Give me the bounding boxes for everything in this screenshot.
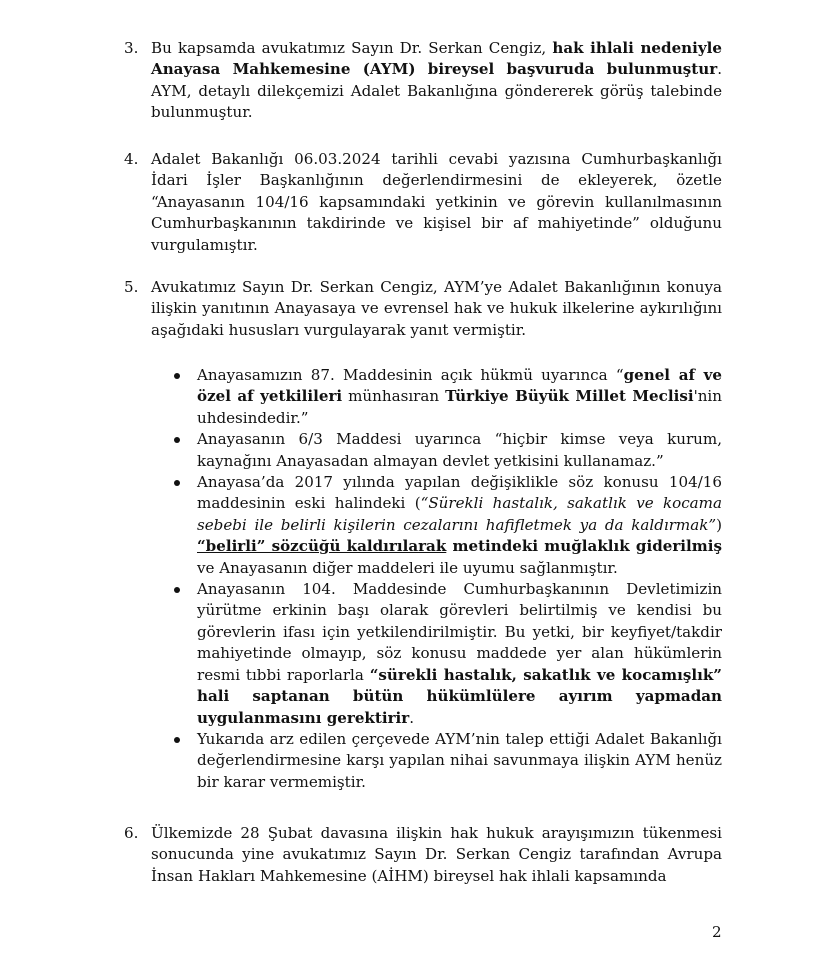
page-number: 2	[712, 923, 722, 941]
bullet-list	[170, 365, 722, 793]
paragraph-number: 5.	[124, 278, 139, 296]
list-item: Anayasanın 6/3 Maddesi uyarınca “hiçbir kimse veya kurum, kaynağını Anayasadan almayan devlet yetkisini kullanamaz.”	[170, 429, 722, 472]
list-item: Anayasanın 104. Maddesinde Cumhurbaşkanının Devletimizin yürütme erkinin başı olarak görevleri belirtilmiş ve kendisi bu görevlerin ifası için yetkilendirilmiştir. Bu yetki, bir keyfiyet/takdir mahiyetinde olmayıp, söz konusu maddede yer alan hükümlerin resmi tıbbi raporlarla “sürekli hastalık, sakatlık ve kocamışlık” hali saptanan bütün hükümlülere ayırım yapmadan uygulanmasını gerektirir.	[170, 579, 722, 729]
paragraph-5	[124, 277, 722, 341]
paragraph-text: Ülkemizde 28 Şubat davasına ilişkin hak hukuk arayışımızın tükenmesi sonucunda yine avukatımız Sayın Dr. Serkan Cengiz tarafından Avrupa İnsan Hakları Mahkemesine (AİHM) bireysel hak ihlali kapsamında	[151, 824, 722, 885]
paragraph-text: Bu kapsamda avukatımız Sayın Dr. Serkan Cengiz, hak ihlali nedeniyle Anayasa Mahkemesine (AYM) bireysel başvuruda bulunmuştur. AYM, detaylı dilekçemizi Adalet Bakanlığına göndererek görüş talebinde bulunmuştur.	[151, 39, 722, 122]
bullet-icon	[174, 480, 180, 486]
paragraph-text: Avukatımız Sayın Dr. Serkan Cengiz, AYM’ye Adalet Bakanlığının konuya ilişkin yanıtının Anayasaya ve evrensel hak ve hukuk ilkelerine aykırılığını aşağıdaki hususları vurgulayarak yanıt vermiştir.	[151, 278, 722, 339]
list-item: Anayasa’da 2017 yılında yapılan değişiklikle söz konusu 104/16 maddesinin eski halindeki (“Sürekli hastalık, sakatlık ve kocama sebebi ile belirli kişilerin cezalarını hafifletmek ya da kaldırmak”) “belirli” sözcüğü kaldırılarak metindeki muğlaklık giderilmiş ve Anayasanın diğer maddeleri ile uyumu sağlanmıştır.	[170, 472, 722, 579]
paragraph-4	[124, 149, 722, 256]
bullet-icon	[174, 437, 180, 443]
paragraph-number: 3.	[124, 39, 139, 57]
bullet-icon	[174, 373, 180, 379]
paragraph-6	[124, 823, 722, 887]
paragraph-3	[124, 38, 722, 124]
bullet-icon	[174, 737, 180, 743]
list-item: Anayasamızın 87. Maddesinin açık hükmü uyarınca “genel af ve özel af yetkilileri münhasıran Türkiye Büyük Millet Meclisi'nin uhdesindedir.”	[170, 365, 722, 429]
bullet-icon	[174, 587, 180, 593]
paragraph-number: 4.	[124, 150, 139, 168]
paragraph-text: Adalet Bakanlığı 06.03.2024 tarihli cevabi yazısına Cumhurbaşkanlığı İdari İşler Başkanlığının değerlendirmesini de ekleyerek, özetle “Anayasanın 104/16 kapsamındaki yetkinin ve görevin kullanılmasının Cumhurbaşkanının takdirinde ve kişisel bir af mahiyetinde” olduğunu vurgulamıştır.	[151, 150, 722, 254]
list-item: Yukarıda arz edilen çerçevede AYM’nin talep ettiği Adalet Bakanlığı değerlendirmesine karşı yapılan nihai savunmaya ilişkin AYM henüz bir karar vermemiştir.	[170, 729, 722, 793]
paragraph-number: 6.	[124, 824, 139, 842]
